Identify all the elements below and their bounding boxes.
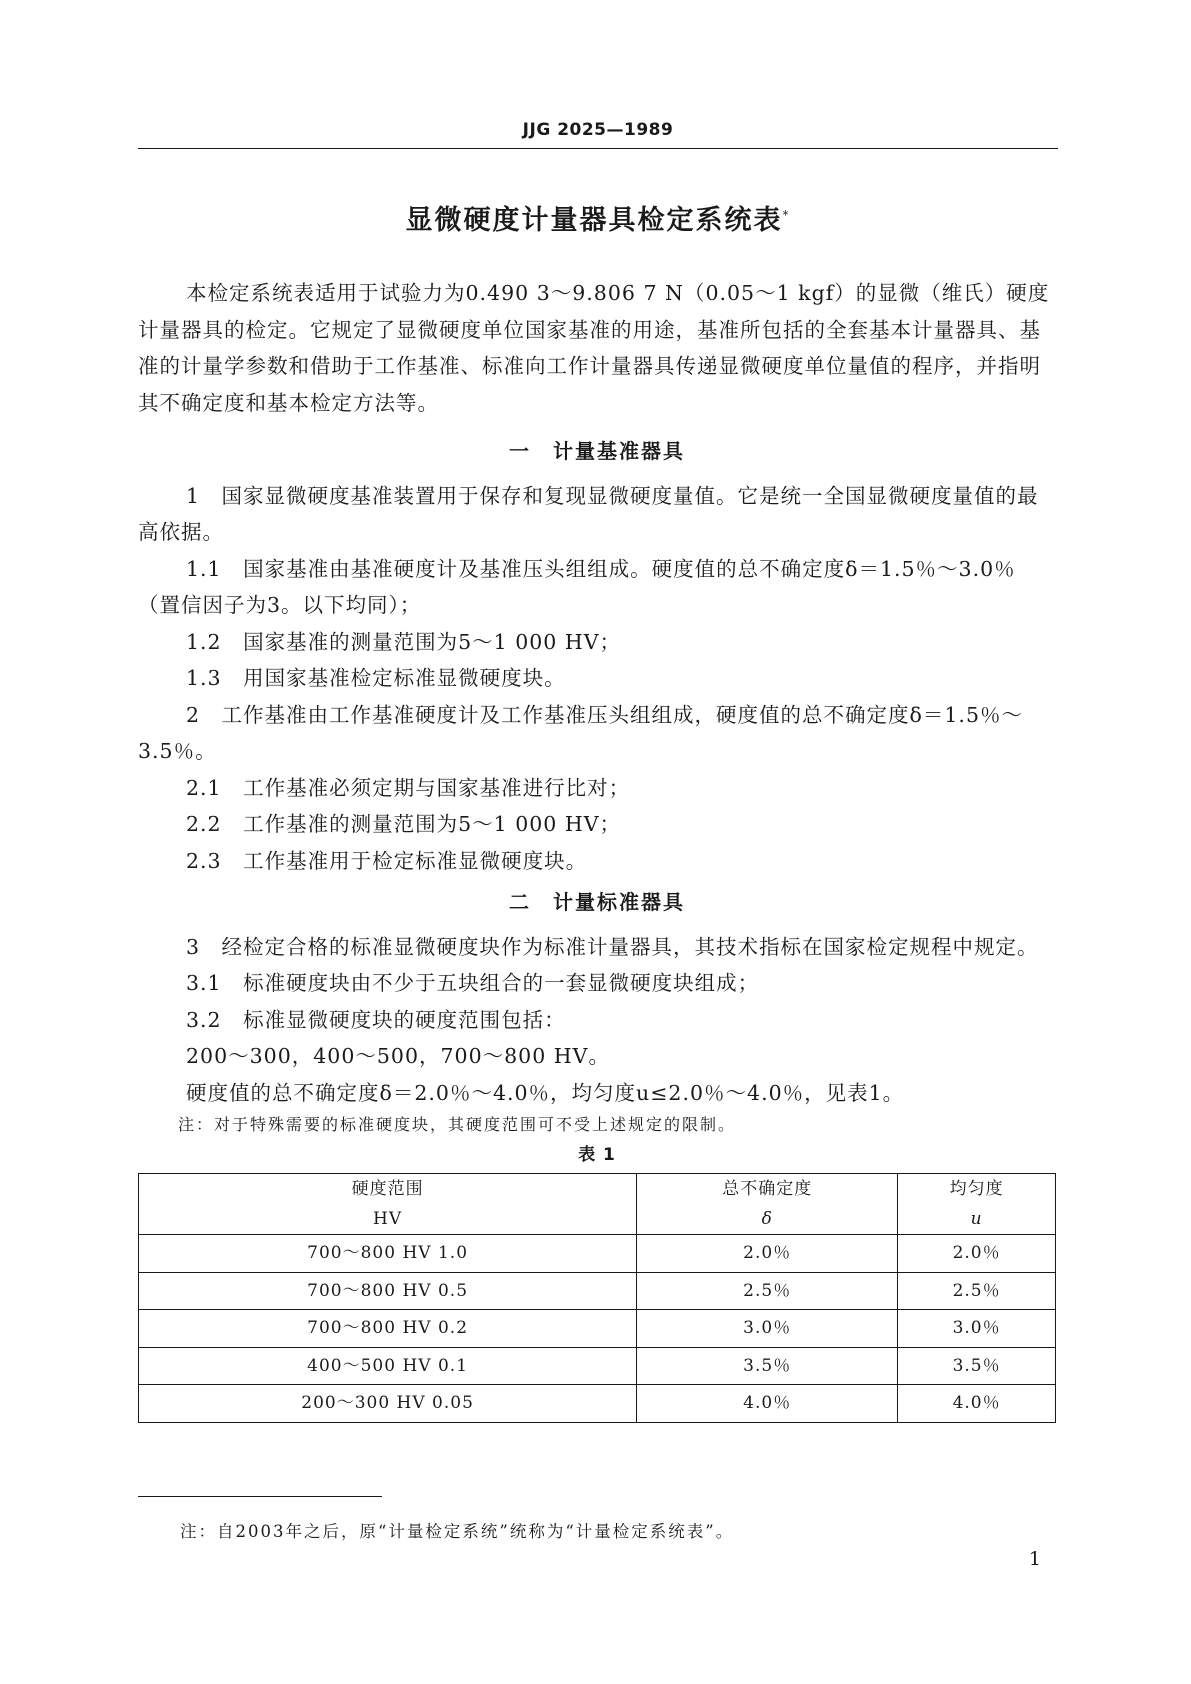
- section-2-note: 注：对于特殊需要的标准硬度块，其硬度范围可不受上述规定的限制。: [178, 1115, 737, 1134]
- table-row: [139, 1385, 1056, 1423]
- title-text: 显微硬度计量器具检定系统表: [405, 205, 783, 236]
- clause-3-1: 3.1 标准硬度块由不少于五块组合的一套显微硬度块组成；: [186, 971, 760, 995]
- table-row: [139, 1310, 1056, 1348]
- document-code-header: JJG 2025—1989: [522, 120, 674, 140]
- clause-2-3: 2.3 工作基准用于检定标准显微硬度块。: [186, 848, 588, 873]
- clause-2-2: 2.2 工作基准的测量范围为5～1 000 HV；: [186, 812, 622, 836]
- header-uniformity-label: 均匀度: [949, 1179, 1004, 1199]
- document-body: [138, 275, 1056, 1423]
- footnote-divider: [138, 1496, 382, 1497]
- hardness-table: [138, 1173, 1056, 1423]
- header-total-uncertainty-symbol: δ: [761, 1209, 773, 1229]
- header-hardness-range-label: 硬度范围: [351, 1179, 424, 1199]
- footnote: 注：自2003年之后，原“计量检定系统”统称为“计量检定系统表”。: [180, 1522, 735, 1541]
- clause-1-3: 1.3 用国家基准检定标准显微硬度块。: [186, 666, 566, 690]
- cell-uncertainty: 2.0％: [637, 1235, 898, 1273]
- clause-3: 3 经检定合格的标准显微硬度块作为标准计量器具，其技术指标在国家检定规程中规定。: [186, 934, 1039, 959]
- header-uniformity: [898, 1174, 1056, 1235]
- cell-uncertainty: 2.5％: [637, 1272, 898, 1310]
- header-divider: [138, 148, 1058, 149]
- clause-2: 2 工作基准由工作基准硬度计及工作基准压头组组成，硬度值的总不确定度δ＝1.5％～3.5％。: [138, 702, 1023, 763]
- clause-3-2: 3.2 标准显微硬度块的硬度范围包括：: [186, 1007, 566, 1032]
- cell-range: 200～300 HV 0.05: [139, 1385, 637, 1423]
- cell-uncertainty: 4.0％: [637, 1385, 898, 1423]
- table-row: [139, 1272, 1056, 1310]
- section-2-heading: 二 计量标准器具: [509, 890, 685, 914]
- header-total-uncertainty: [637, 1174, 898, 1235]
- table-caption: 表 1: [578, 1145, 616, 1165]
- cell-uniformity: 4.0％: [898, 1385, 1056, 1423]
- cell-uniformity: 3.0％: [898, 1310, 1056, 1348]
- cell-range: 700～800 HV 1.0: [139, 1235, 637, 1273]
- page-number: 1: [1028, 1548, 1041, 1570]
- header-total-uncertainty-label: 总不确定度: [722, 1179, 813, 1199]
- cell-uncertainty: 3.5％: [637, 1347, 898, 1385]
- section-1-heading: 一 计量基准器具: [509, 439, 685, 463]
- cell-range: 700～800 HV 0.2: [139, 1310, 637, 1348]
- hardness-ranges: 200～300，400～500，700～800 HV。: [186, 1044, 610, 1068]
- clause-1-1: 1.1 国家基准由基准硬度计及基准压头组组成。硬度值的总不确定度δ＝1.5％～3.0％（置信因子为3。以下均同）；: [138, 556, 1016, 617]
- intro-paragraph: 本检定系统表适用于试验力为0.490 3～9.806 7 N（0.05～1 kgf）的显微（维氏）硬度计量器具的检定。它规定了显微硬度单位国家基准的用途，基准所包括的全套基本计量器具、基准的计量学参数和借助于工作基准、标准向工作计量器具传递显微硬度单位量值的程序，并指明其不确定度和基本检定方法等。: [138, 281, 1050, 415]
- table-row: [139, 1347, 1056, 1385]
- clause-1: 1 国家显微硬度基准装置用于保存和复现显微硬度量值。它是统一全国显微硬度量值的最高依据。: [138, 483, 1039, 544]
- document-title: [138, 198, 1058, 237]
- clause-2-1: 2.1 工作基准必须定期与国家基准进行比对；: [186, 775, 631, 800]
- cell-range: 400～500 HV 0.1: [139, 1347, 637, 1385]
- table-row: [139, 1235, 1056, 1273]
- clause-1-2: 1.2 国家基准的测量范围为5～1 000 HV；: [186, 629, 622, 654]
- cell-uniformity: 2.0％: [898, 1235, 1056, 1273]
- table-header-row: [139, 1174, 1056, 1235]
- cell-uncertainty: 3.0％: [637, 1310, 898, 1348]
- cell-uniformity: 2.5％: [898, 1272, 1056, 1310]
- header-uniformity-symbol: u: [970, 1209, 983, 1229]
- uncertainty-statement: 硬度值的总不确定度δ＝2.0％～4.0％，均匀度u≤2.0％～4.0％，见表1。: [186, 1080, 905, 1105]
- cell-range: 700～800 HV 0.5: [139, 1272, 637, 1310]
- title-footnote-mark: *: [782, 208, 791, 222]
- cell-uniformity: 3.5％: [898, 1347, 1056, 1385]
- header-hardness-range-unit: HV: [373, 1209, 403, 1229]
- header-hardness-range: [139, 1174, 637, 1235]
